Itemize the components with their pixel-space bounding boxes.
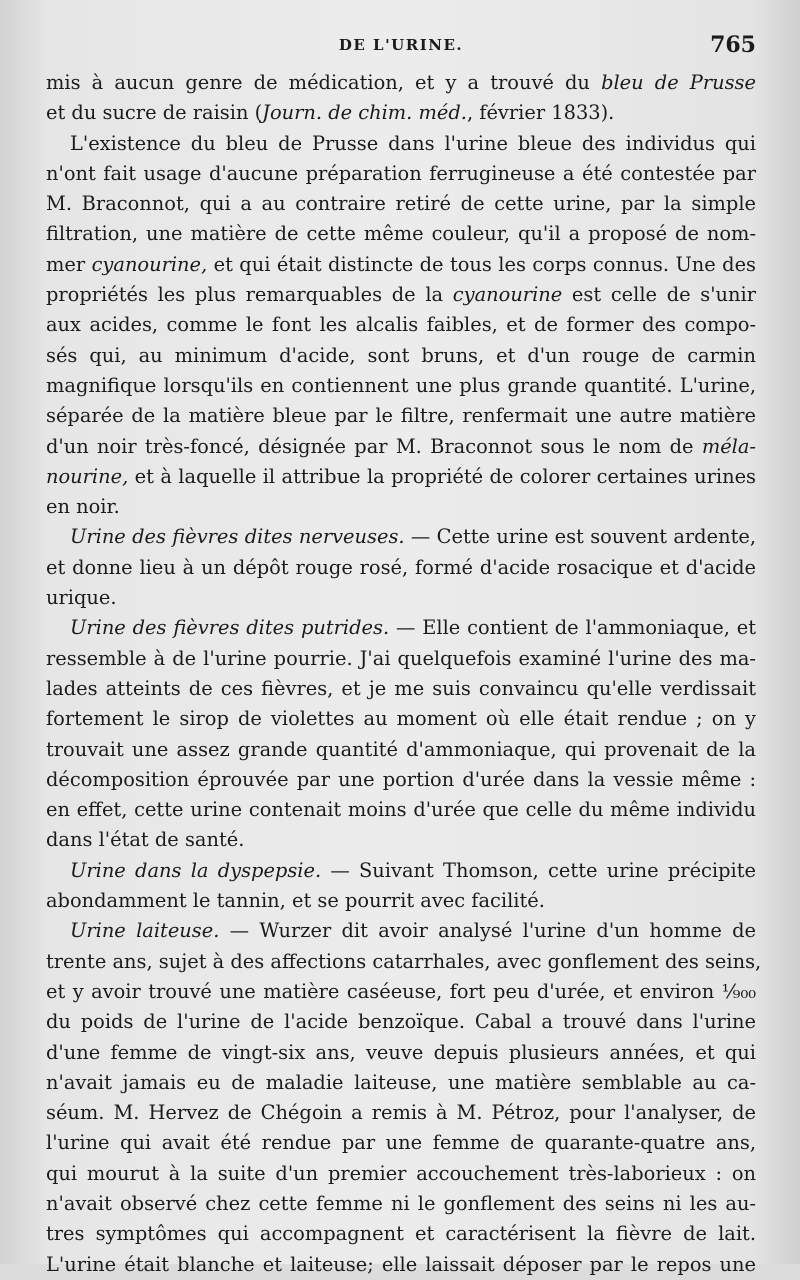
paragraph: [46, 613, 756, 855]
text-line: [46, 1128, 756, 1158]
text-line: [46, 1189, 756, 1219]
text-run: sés qui, au minimum d'acide, sont bruns, et d'un rouge de carmin: [46, 343, 756, 367]
text-line: [46, 613, 756, 643]
text-run: est celle de s'unir: [562, 283, 756, 307]
text-line: [46, 401, 756, 431]
text-line: [46, 1038, 756, 1068]
text-run: en noir.: [46, 495, 120, 519]
italic-text: cyanourine,: [91, 252, 208, 276]
text-run: n'ont fait usage d'aucune préparation ferrugineuse a été contestée par: [46, 161, 756, 185]
text-line: [46, 462, 756, 492]
italic-text: Urine des fièvres dites putrides.: [70, 616, 390, 640]
text-run: et du sucre de raisin (: [46, 101, 263, 125]
text-line: [46, 341, 756, 371]
text-run: et donne lieu à un dépôt rouge rosé, formé d'acide rosacique et d'acide: [46, 555, 756, 579]
text-run: aux acides, comme le font les alcalis faibles, et de former des compo-: [46, 313, 756, 337]
text-run: urique.: [46, 586, 117, 610]
running-head: [46, 32, 756, 64]
running-title: DE L'URINE.: [338, 36, 464, 54]
italic-text: méla-: [701, 434, 756, 458]
text-run: n'avait jamais eu de maladie laiteuse, une matière semblable au ca-: [46, 1070, 756, 1094]
text-run: d'une femme de vingt-six ans, veuve depuis plusieurs années, et qui: [46, 1040, 756, 1064]
text-line: [46, 644, 756, 674]
text-run: et y avoir trouvé une matière caséeuse, fort peu d'urée, et environ ¹⁄₉₀₀: [46, 979, 756, 1003]
text-line: [46, 189, 756, 219]
paragraph: [46, 522, 756, 613]
text-line: [46, 432, 756, 462]
text-run: magnifique lorsqu'ils en contiennent une plus grande quantité. L'urine,: [46, 373, 756, 397]
text-run: tres symptômes qui accompagnent et caractérisent la fièvre de lait.: [46, 1222, 756, 1246]
italic-text: bleu de Prusse: [601, 71, 756, 94]
text-run: dans l'état de santé.: [46, 828, 245, 852]
text-line: [46, 825, 756, 855]
text-line: [46, 886, 756, 916]
paragraph: [46, 129, 756, 523]
italic-text: Journ. de chim. méd.: [262, 101, 467, 125]
text-line: [46, 522, 756, 552]
text-line: [46, 1068, 756, 1098]
body-text: [46, 68, 762, 1280]
italic-text: Urine des fièvres dites nerveuses.: [70, 525, 405, 549]
text-line: [46, 310, 756, 340]
italic-text: Urine dans la dyspepsie.: [70, 858, 322, 882]
text-run: — Elle contient de l'ammoniaque, et: [389, 616, 756, 640]
text-run: — Cette urine est souvent ardente,: [404, 525, 756, 549]
text-run: mer: [46, 252, 92, 276]
paragraph: [46, 856, 756, 917]
text-line: [46, 68, 756, 98]
italic-text: nourine,: [46, 464, 129, 488]
text-run: — Wurzer dit avoir analysé l'urine d'un homme de: [219, 919, 757, 943]
text-run: séum. M. Hervez de Chégoin a remis à M. Pétroz, pour l'analyser, de: [46, 1101, 756, 1125]
text-line: [46, 856, 756, 886]
text-line: [46, 795, 756, 825]
text-run: mis à aucun genre de médication, et y a trouvé du: [46, 71, 602, 94]
text-line: [46, 98, 756, 128]
text-run: fortement le sirop de violettes au moment où elle était rendue ; on y: [46, 707, 756, 731]
text-run: filtration, une matière de cette même couleur, qu'il a proposé de nom-: [46, 222, 756, 246]
text-line: [46, 1098, 756, 1128]
text-line: [46, 765, 756, 795]
text-line: [46, 1250, 756, 1280]
text-line: [46, 129, 756, 159]
text-run: d'un noir très-foncé, désignée par M. Braconnot sous le nom de: [46, 434, 702, 458]
text-line: [46, 735, 756, 765]
text-run: décomposition éprouvée par une portion d'urée dans la vessie même :: [46, 767, 756, 791]
text-line: [46, 977, 756, 1007]
paragraph: [46, 916, 762, 1280]
text-run: en effet, cette urine contenait moins d'urée que celle du même individu: [46, 798, 756, 822]
text-line: [46, 916, 756, 946]
text-run: n'avait observé chez cette femme ni le gonflement des seins ni les au-: [46, 1191, 756, 1215]
italic-text: cyanourine: [452, 283, 563, 307]
text-line: [46, 280, 756, 310]
text-line: [46, 704, 756, 734]
text-line: [46, 583, 756, 613]
text-run: trouvait une assez grande quantité d'ammoniaque, qui provenait de la: [46, 737, 756, 761]
text-line: [46, 1159, 756, 1189]
text-line: [46, 1007, 756, 1037]
text-run: propriétés les plus remarquables de la: [46, 283, 453, 307]
text-line: [46, 159, 756, 189]
text-run: — Suivant Thomson, cette urine précipite: [321, 858, 756, 882]
text-line: [46, 371, 756, 401]
text-run: M. Braconnot, qui a au contraire retiré de cette urine, par la simple: [46, 192, 756, 216]
text-line: [46, 492, 756, 522]
text-line: [46, 250, 756, 280]
text-line: [46, 219, 756, 249]
text-run: L'urine était blanche et laiteuse; elle laissait déposer par le repos une: [46, 1252, 756, 1276]
text-run: trente ans, sujet à des affections catarrhales, avec gonflement des seins,: [46, 949, 762, 973]
text-run: L'existence du bleu de Prusse dans l'urine bleue des individus qui: [70, 131, 756, 155]
text-line: [46, 1219, 756, 1249]
text-run: l'urine qui avait été rendue par une femme de quarante-quatre ans,: [46, 1131, 756, 1155]
paragraph: [46, 68, 756, 129]
text-line: [46, 947, 762, 977]
text-run: séparée de la matière bleue par le filtre, renfermait une autre matière: [46, 404, 756, 428]
text-run: qui mourut à la suite d'un premier accouchement très-laborieux : on: [46, 1161, 756, 1185]
page-number: 765: [710, 32, 756, 58]
text-run: , février 1833).: [466, 101, 615, 125]
text-run: lades atteints de ces fièvres, et je me suis convaincu qu'elle verdissait: [46, 676, 756, 700]
text-line: [46, 674, 756, 704]
text-line: [46, 553, 756, 583]
text-run: du poids de l'urine de l'acide benzoïque. Cabal a trouvé dans l'urine: [46, 1010, 756, 1034]
text-run: abondamment le tannin, et se pourrit avec facilité.: [46, 889, 545, 913]
text-run: et qui était distincte de tous les corps connus. Une des: [207, 252, 757, 276]
italic-text: Urine laiteuse.: [70, 919, 220, 943]
text-run: ressemble à de l'urine pourrie. J'ai quelquefois examiné l'urine des ma-: [46, 646, 756, 670]
text-run: et à laquelle il attribue la propriété de colorer certaines urines: [128, 464, 756, 488]
